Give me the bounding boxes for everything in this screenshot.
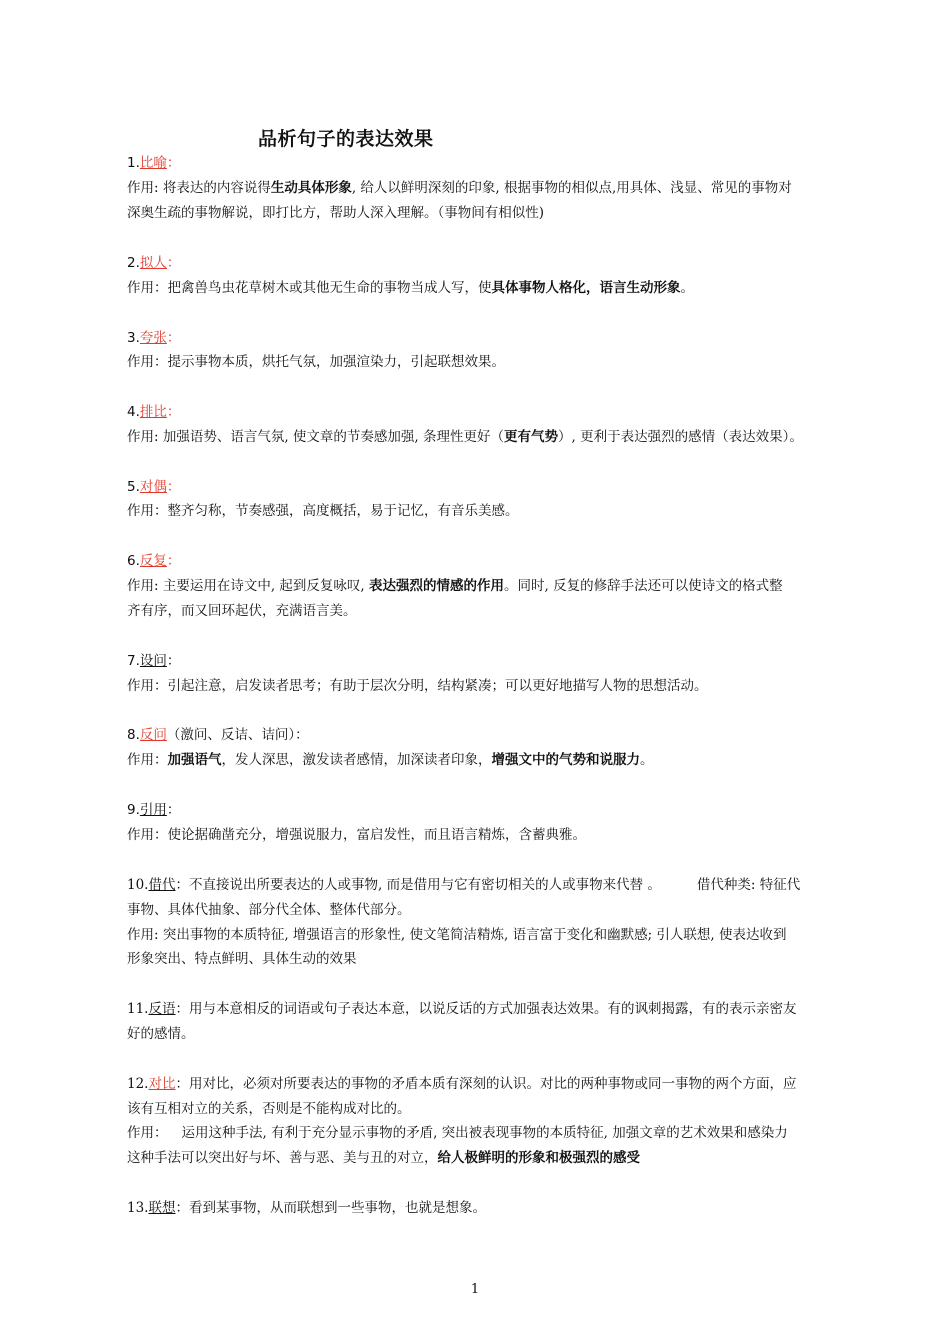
item-heading-3 <box>127 328 827 348</box>
item-number: 4. <box>127 404 140 420</box>
item-number: 10. <box>127 877 149 893</box>
line-text: ，发人深思，激发读者感情，加深读者印象， <box>221 752 492 768</box>
item-line <box>127 427 827 447</box>
item-line <box>127 1099 827 1119</box>
item-number: 1. <box>127 155 140 171</box>
line-text: 好的感情。 <box>127 1026 195 1042</box>
item-number: 8. <box>127 727 140 743</box>
line-text: 作用：提示事物本质，烘托气氛，加强渲染力，引起联想效果。 <box>127 354 505 370</box>
item-term: 引用 <box>139 802 167 818</box>
page-title: 品析句子的表达效果 <box>258 128 434 150</box>
line-text: 深奥生疏的事物解说，即打比方，帮助人深入理解。（事物间有相似性) <box>127 205 545 221</box>
item-line <box>127 949 827 969</box>
line-text: 作用： <box>127 752 168 768</box>
item-number: 13. <box>127 1200 149 1216</box>
line-text: 作用: 加强语势、语言气氛, 使文章的节奏感加强, 条理性更好（ <box>127 429 505 445</box>
line-text: 运用这种手法, 有利于充分显示事物的矛盾, 突出被表现事物的本质特征, 加强文章的艺术效果和感染力 <box>181 1125 788 1141</box>
line-text: 事物、具体代抽象、部分代全体、整体代部分。 <box>127 902 411 918</box>
item-colon: ： <box>166 653 181 669</box>
line-bold: 增强文中的气势和说服力 <box>491 752 640 768</box>
item-colon: ： <box>166 479 181 495</box>
line-text: 作用：把禽兽鸟虫花草树木或其他无生命的事物当成人写，使 <box>127 280 492 296</box>
item-term: 反问 <box>139 727 167 743</box>
item-colon: ： <box>166 330 181 346</box>
item-line <box>127 501 827 521</box>
item-term: 联想 <box>148 1200 176 1216</box>
line-bold: 加强语气 <box>167 752 222 768</box>
item-line <box>127 278 827 298</box>
line-text: 这种手法可以突出好与坏、善与恶、美与丑的对立， <box>127 1150 438 1166</box>
item-heading-6 <box>127 551 827 571</box>
line-text: 作用: 将表达的内容说得 <box>127 180 271 196</box>
item-line <box>127 203 827 223</box>
line-bold: 给人极鲜明的形象和极强烈的感受 <box>437 1150 640 1166</box>
line-text: 作用: 主要运用在诗文中, 起到反复咏叹, <box>127 578 370 594</box>
line-text: 。同时, 反复的修辞手法还可以使诗文的格式整 <box>504 578 783 594</box>
item-line <box>127 1024 827 1044</box>
line-text: 作用：使论据确凿充分，增强说服力，富启发性，而且语言精炼，含蓄典雅。 <box>127 827 586 843</box>
line-text: 作用： <box>127 1125 168 1141</box>
item-term: 对偶 <box>139 479 167 495</box>
line-text: , 给人以鲜明深刻的印象, 根据事物的相似点,用具体、浅显、常见的事物对 <box>351 180 792 196</box>
item-heading-8 <box>127 725 827 745</box>
item-heading-2 <box>127 253 827 273</box>
item-heading-13 <box>127 1198 827 1218</box>
item-number: 2. <box>127 255 140 271</box>
line-text: 作用：整齐匀称，节奏感强，高度概括，易于记忆，有音乐美感。 <box>127 503 519 519</box>
line-bold: 生动具体形象 <box>270 180 352 196</box>
line-text: 作用: 突出事物的本质特征, 增强语言的形象性, 使文笔简洁精炼, 语言富于变化和幽默感; 引人联想, 使表达收到 <box>127 927 787 943</box>
item-colon: ： <box>166 553 181 569</box>
item-colon: （激问、反诘、诘问）： <box>166 727 309 743</box>
item-line <box>127 1148 827 1168</box>
item-colon: ： <box>166 802 181 818</box>
item-term: 借代 <box>148 877 176 893</box>
item-colon: ： <box>166 255 181 271</box>
line-bold: 具体事物人格化，语言生动形象 <box>491 280 681 296</box>
item-heading-5 <box>127 477 827 497</box>
item-heading-11 <box>127 999 827 1019</box>
item-colon: ： <box>166 155 181 171</box>
line-text: 齐有序，而又回环起伏，充满语言美。 <box>127 603 357 619</box>
item-line <box>127 676 827 696</box>
item-heading-9 <box>127 800 827 820</box>
item-line <box>127 178 827 198</box>
item-number: 9. <box>127 802 140 818</box>
item-colon: ： <box>166 404 181 420</box>
item-heading-1 <box>127 153 827 173</box>
line-text: 。 <box>680 280 694 296</box>
item-colon: ：不直接说出所要表达的人或事物, 而是借用与它有密切相关的人或事物来代替 。 <box>175 877 661 893</box>
item-line <box>127 925 827 945</box>
line-text: 。 <box>640 752 654 768</box>
item-number: 5. <box>127 479 140 495</box>
item-colon: ：看到某事物，从而联想到一些事物，也就是想象。 <box>175 1200 486 1216</box>
item-line <box>127 601 827 621</box>
item-term: 比喻 <box>139 155 167 171</box>
line-bold: 表达强烈的情感的作用 <box>369 578 505 594</box>
item-line <box>127 576 827 596</box>
item-term: 设问 <box>139 653 167 669</box>
line-text: 该有互相对立的关系，否则是不能构成对比的。 <box>127 1101 411 1117</box>
item-term: 夸张 <box>139 330 167 346</box>
item-term: 对比 <box>148 1076 176 1092</box>
item-line <box>127 1123 827 1143</box>
item-heading-4 <box>127 402 827 422</box>
item-term: 排比 <box>139 404 167 420</box>
line-bold: 更有气势 <box>504 429 559 445</box>
item-term: 反复 <box>139 553 167 569</box>
item-colon: ：用对比，必须对所要表达的事物的矛盾本质有深刻的认识。对比的两种事物或同一事物的两个方面，应 <box>175 1076 797 1092</box>
item-number: 11. <box>127 1001 149 1017</box>
item-line <box>127 352 827 372</box>
item-term: 反语 <box>148 1001 176 1017</box>
item-line <box>127 825 827 845</box>
item-line <box>127 750 827 770</box>
item-colon: ：用与本意相反的词语或句子表达本意，以说反话的方式加强表达效果。有的讽刺揭露，有的表示亲密友 <box>175 1001 797 1017</box>
page-number: 1 <box>470 1282 480 1297</box>
item-heading-12 <box>127 1074 827 1094</box>
line-text: ）, 更利于表达强烈的感情（表达效果）。 <box>558 429 803 445</box>
item-number: 7. <box>127 653 140 669</box>
line-text: 作用：引起注意，启发读者思考；有助于层次分明，结构紧凑；可以更好地描写人物的思想活动。 <box>127 678 708 694</box>
item-extra: 借代种类: 特征代 <box>696 877 801 893</box>
item-heading-7 <box>127 651 827 671</box>
item-term: 拟人 <box>139 255 167 271</box>
line-text: 形象突出、特点鲜明、具体生动的效果 <box>127 951 357 967</box>
item-line <box>127 900 827 920</box>
item-number: 12. <box>127 1076 149 1092</box>
item-heading-10 <box>127 875 827 895</box>
item-number: 3. <box>127 330 140 346</box>
item-number: 6. <box>127 553 140 569</box>
